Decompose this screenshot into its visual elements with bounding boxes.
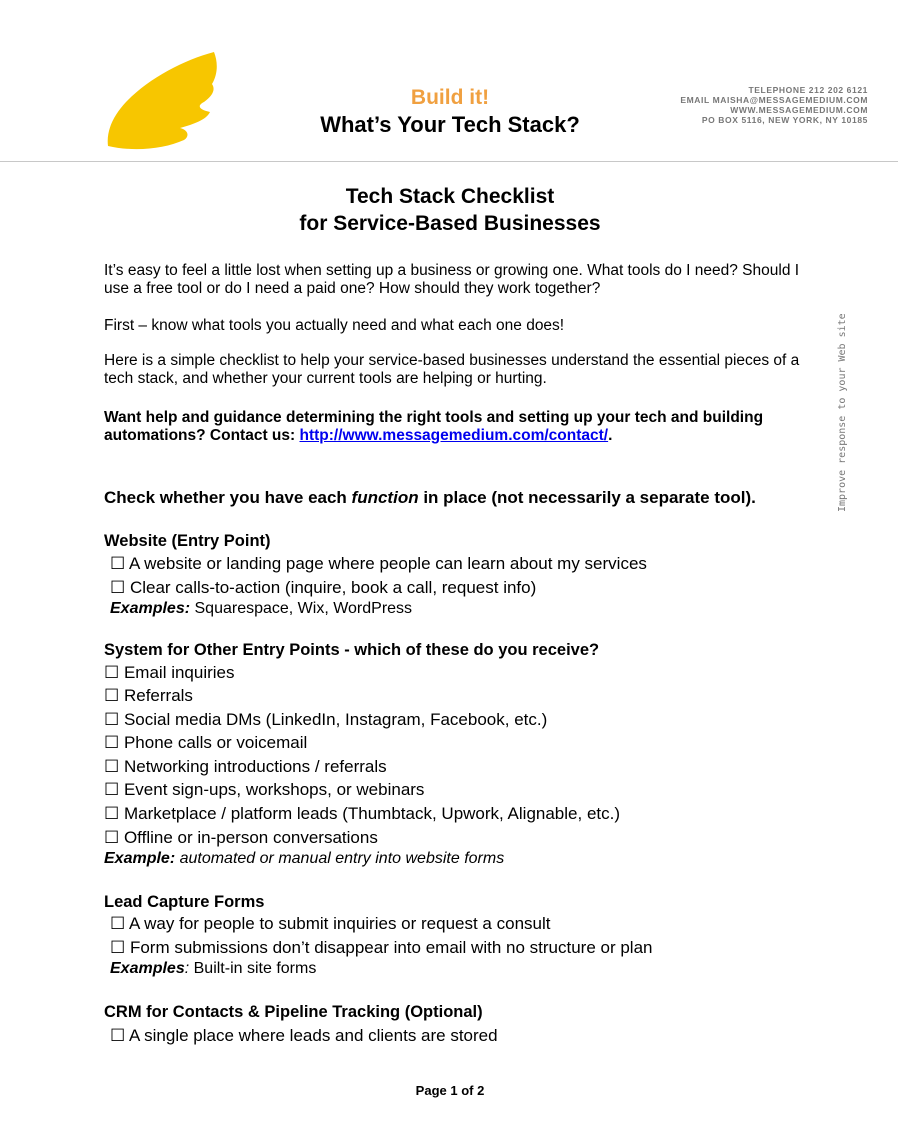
header-build-title: Build it!	[410, 86, 490, 109]
doc-title-line2: for Service-Based Businesses	[299, 212, 601, 235]
intro-paragraph-3: Here is a simple checklist to help your service-based businesses understand the essential pieces of a tech stack, and whether your current tools are helping or hurting.	[104, 352, 800, 387]
intro-paragraph-2: First – know what tools you actually need and what each one does!	[104, 317, 565, 334]
checklist-item[interactable]: ☐ Referrals	[104, 686, 193, 705]
checklist-item[interactable]: ☐ Clear calls-to-action (inquire, book a call, request info)	[110, 578, 537, 597]
example-label: Example:	[104, 850, 176, 867]
section-heading-lead-capture: Lead Capture Forms	[104, 893, 265, 911]
contact-address: PO BOX 5116, NEW YORK, NY 10185	[701, 115, 868, 125]
checklist-item[interactable]: ☐ Email inquiries	[104, 663, 235, 682]
example-line-entry-points	[104, 850, 504, 868]
doc-title-line1: Tech Stack Checklist	[345, 185, 555, 208]
checklist-item[interactable]: ☐ A single place where leads and clients are stored	[110, 1026, 498, 1045]
check-heading-before: Check whether you have each	[104, 488, 352, 507]
example-colon: :	[184, 960, 190, 977]
cta-text: Want help and guidance determining the right tools and setting up your tech and building automations? Contact us:	[104, 409, 764, 444]
checklist-item[interactable]: ☐ A way for people to submit inquiries or request a consult	[110, 914, 551, 933]
example-label: Examples:	[110, 600, 191, 617]
contact-telephone: TELEPHONE 212 202 6121	[748, 85, 868, 95]
checklist-item[interactable]: ☐ A website or landing page where people can learn about my services	[110, 554, 647, 573]
section-heading-entry-points: System for Other Entry Points - which of these do you receive?	[104, 641, 600, 659]
intro-paragraph-1: It’s easy to feel a little lost when setting up a business or growing one. What tools do I need? Should I use a free tool or do I need a paid one? How should they work together?	[104, 262, 800, 297]
example-text: automated or manual entry into website forms	[175, 850, 505, 867]
checklist-item[interactable]: ☐ Marketplace / platform leads (Thumbtack, Upwork, Alignable, etc.)	[104, 804, 621, 823]
check-heading	[104, 489, 804, 507]
example-line-lead-capture	[110, 960, 316, 978]
wing-logo	[104, 50, 220, 152]
example-label: Examples	[110, 960, 185, 977]
header-divider	[0, 161, 898, 162]
side-note: Improve response to your Web site	[837, 313, 848, 512]
contact-link[interactable]: http://www.messagemedium.com/contact/	[299, 427, 609, 444]
section-heading-website: Website (Entry Point)	[104, 532, 271, 550]
checklist-item[interactable]: ☐ Offline or in-person conversations	[104, 828, 378, 847]
contact-block	[680, 85, 868, 125]
example-text: Squarespace, Wix, WordPress	[190, 600, 413, 617]
checklist-item[interactable]: ☐ Event sign-ups, workshops, or webinars	[104, 780, 425, 799]
cta-end: .	[608, 427, 613, 444]
example-text: Built-in site forms	[189, 960, 317, 977]
page-number: Page 1 of 2	[415, 1083, 485, 1098]
contact-email[interactable]: EMAIL MAISHA@MESSAGEMEDIUM.COM	[680, 95, 868, 105]
checklist-item[interactable]: ☐ Networking introductions / referrals	[104, 757, 387, 776]
contact-website[interactable]: WWW.MESSAGEMEDIUM.COM	[730, 105, 868, 115]
check-heading-after: in place (not necessarily a separate tool).	[418, 488, 756, 507]
cta-paragraph	[104, 409, 804, 445]
checklist-item[interactable]: ☐ Phone calls or voicemail	[104, 733, 308, 752]
checklist-item[interactable]: ☐ Form submissions don’t disappear into email with no structure or plan	[110, 938, 653, 957]
example-line-website	[110, 600, 412, 618]
checklist-item[interactable]: ☐ Social media DMs (LinkedIn, Instagram, Facebook, etc.)	[104, 710, 548, 729]
check-heading-emph: function	[351, 488, 419, 507]
header-stack-title: What’s Your Tech Stack?	[320, 112, 580, 137]
section-heading-crm: CRM for Contacts & Pipeline Tracking (Optional)	[104, 1003, 483, 1021]
